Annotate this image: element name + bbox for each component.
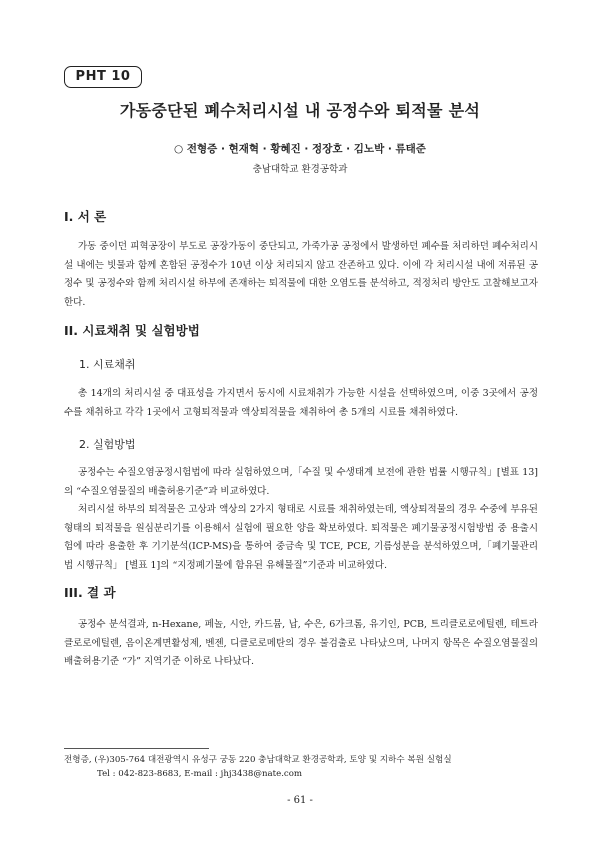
page-number: - 61 -: [287, 795, 313, 806]
subsection-heading-sampling: 1. 시료채취: [79, 358, 136, 371]
experiment-paragraph-2: 처리시설 하부의 퇴적물은 고상과 액상의 2가지 형태로 시료를 채취하였는데, 액상퇴적물의 경우 수중에 부유된 형태의 퇴적물을 원심분리기를 이용해서 실험에 필요한 양을 확보하였다. 퇴적물은 폐기물공정시험방법 중 용출시험에 따라 용출한 후 기기분석(ICP-MS)을 통하여 중금속 및 TCE, PCE, 기름성분을 분석하였으며,「폐기물관리법 시행규칙」 [별표 1]의 “지정폐기물에 함유된 유해물질”기준과 비교하였다.: [64, 504, 538, 571]
footnote-address: 전형증, (우)305-764 대전광역시 유성구 궁동 220 충남대학교 환경공학과, 토양 및 지하수 복원 실험실: [64, 755, 452, 765]
authors: ○ 전형증 · 현재혁 · 황혜진 · 정장호 · 김노박 · 류태준: [174, 143, 426, 155]
affiliation: 충남대학교 환경공학과: [252, 164, 348, 175]
section-heading-methods: II. 시료채취 및 실험방법: [64, 323, 200, 338]
footnote-divider: [64, 748, 209, 749]
subsection-heading-experiment: 2. 실험방법: [79, 438, 136, 451]
sampling-paragraph: 총 14개의 처리시설 중 대표성을 가지면서 동시에 시료채취가 가능한 시설을 선택하였으며, 이중 3곳에서 공정수를 채취하고 각각 1곳에서 고형퇴적물과 액상퇴적물을 채취하여 총 5개의 시료를 채취하였다.: [64, 388, 538, 418]
paper-title: 가동중단된 폐수처리시설 내 공정수와 퇴적물 분석: [119, 101, 481, 120]
results-paragraph: 공정수 분석결과, n-Hexane, 페놀, 시안, 카드뮴, 납, 수은, 6가크롬, 유기인, PCB, 트리클로로에틸렌, 테트라클로로에틸렌, 음이온계면활성제, 벤젠, 디클로로메탄의 경우 불검출로 나타났으며, 나머지 항목은 수질오염물질의 배출허용기준 “가” 지역기준 이하로 나타났다.: [64, 619, 538, 667]
session-tag: PHT 10: [64, 66, 142, 88]
section-heading-intro: I. 서 론: [64, 209, 107, 224]
experiment-paragraph-1: 공정수는 수질오염공정시험법에 따라 실험하였으며,「수질 및 수생태계 보전에 관한 법률 시행규칙」[별표 13]의 “수질오염물질의 배출허용기준”과 비교하였다.: [64, 467, 538, 497]
section-heading-results: III. 결 과: [64, 585, 116, 600]
intro-paragraph: 가동 중이던 피혁공장이 부도로 공장가동이 중단되고, 가죽가공 공정에서 발생하던 폐수를 처리하던 폐수처리시설 내에는 빗물과 함께 혼합된 공정수가 10년 이상 처리되지 않고 잔존하고 있다. 이에 각 처리시설 내에 저류된 공정수 및 공정수와 함께 처리시설 하부에 존재하는 퇴적물에 대한 오염도를 분석하고, 적정처리 방안도 고찰해보고자 한다.: [64, 241, 538, 308]
footnote-contact: Tel : 042-823-8683, E-mail : jhj3438@nate.com: [97, 769, 303, 779]
